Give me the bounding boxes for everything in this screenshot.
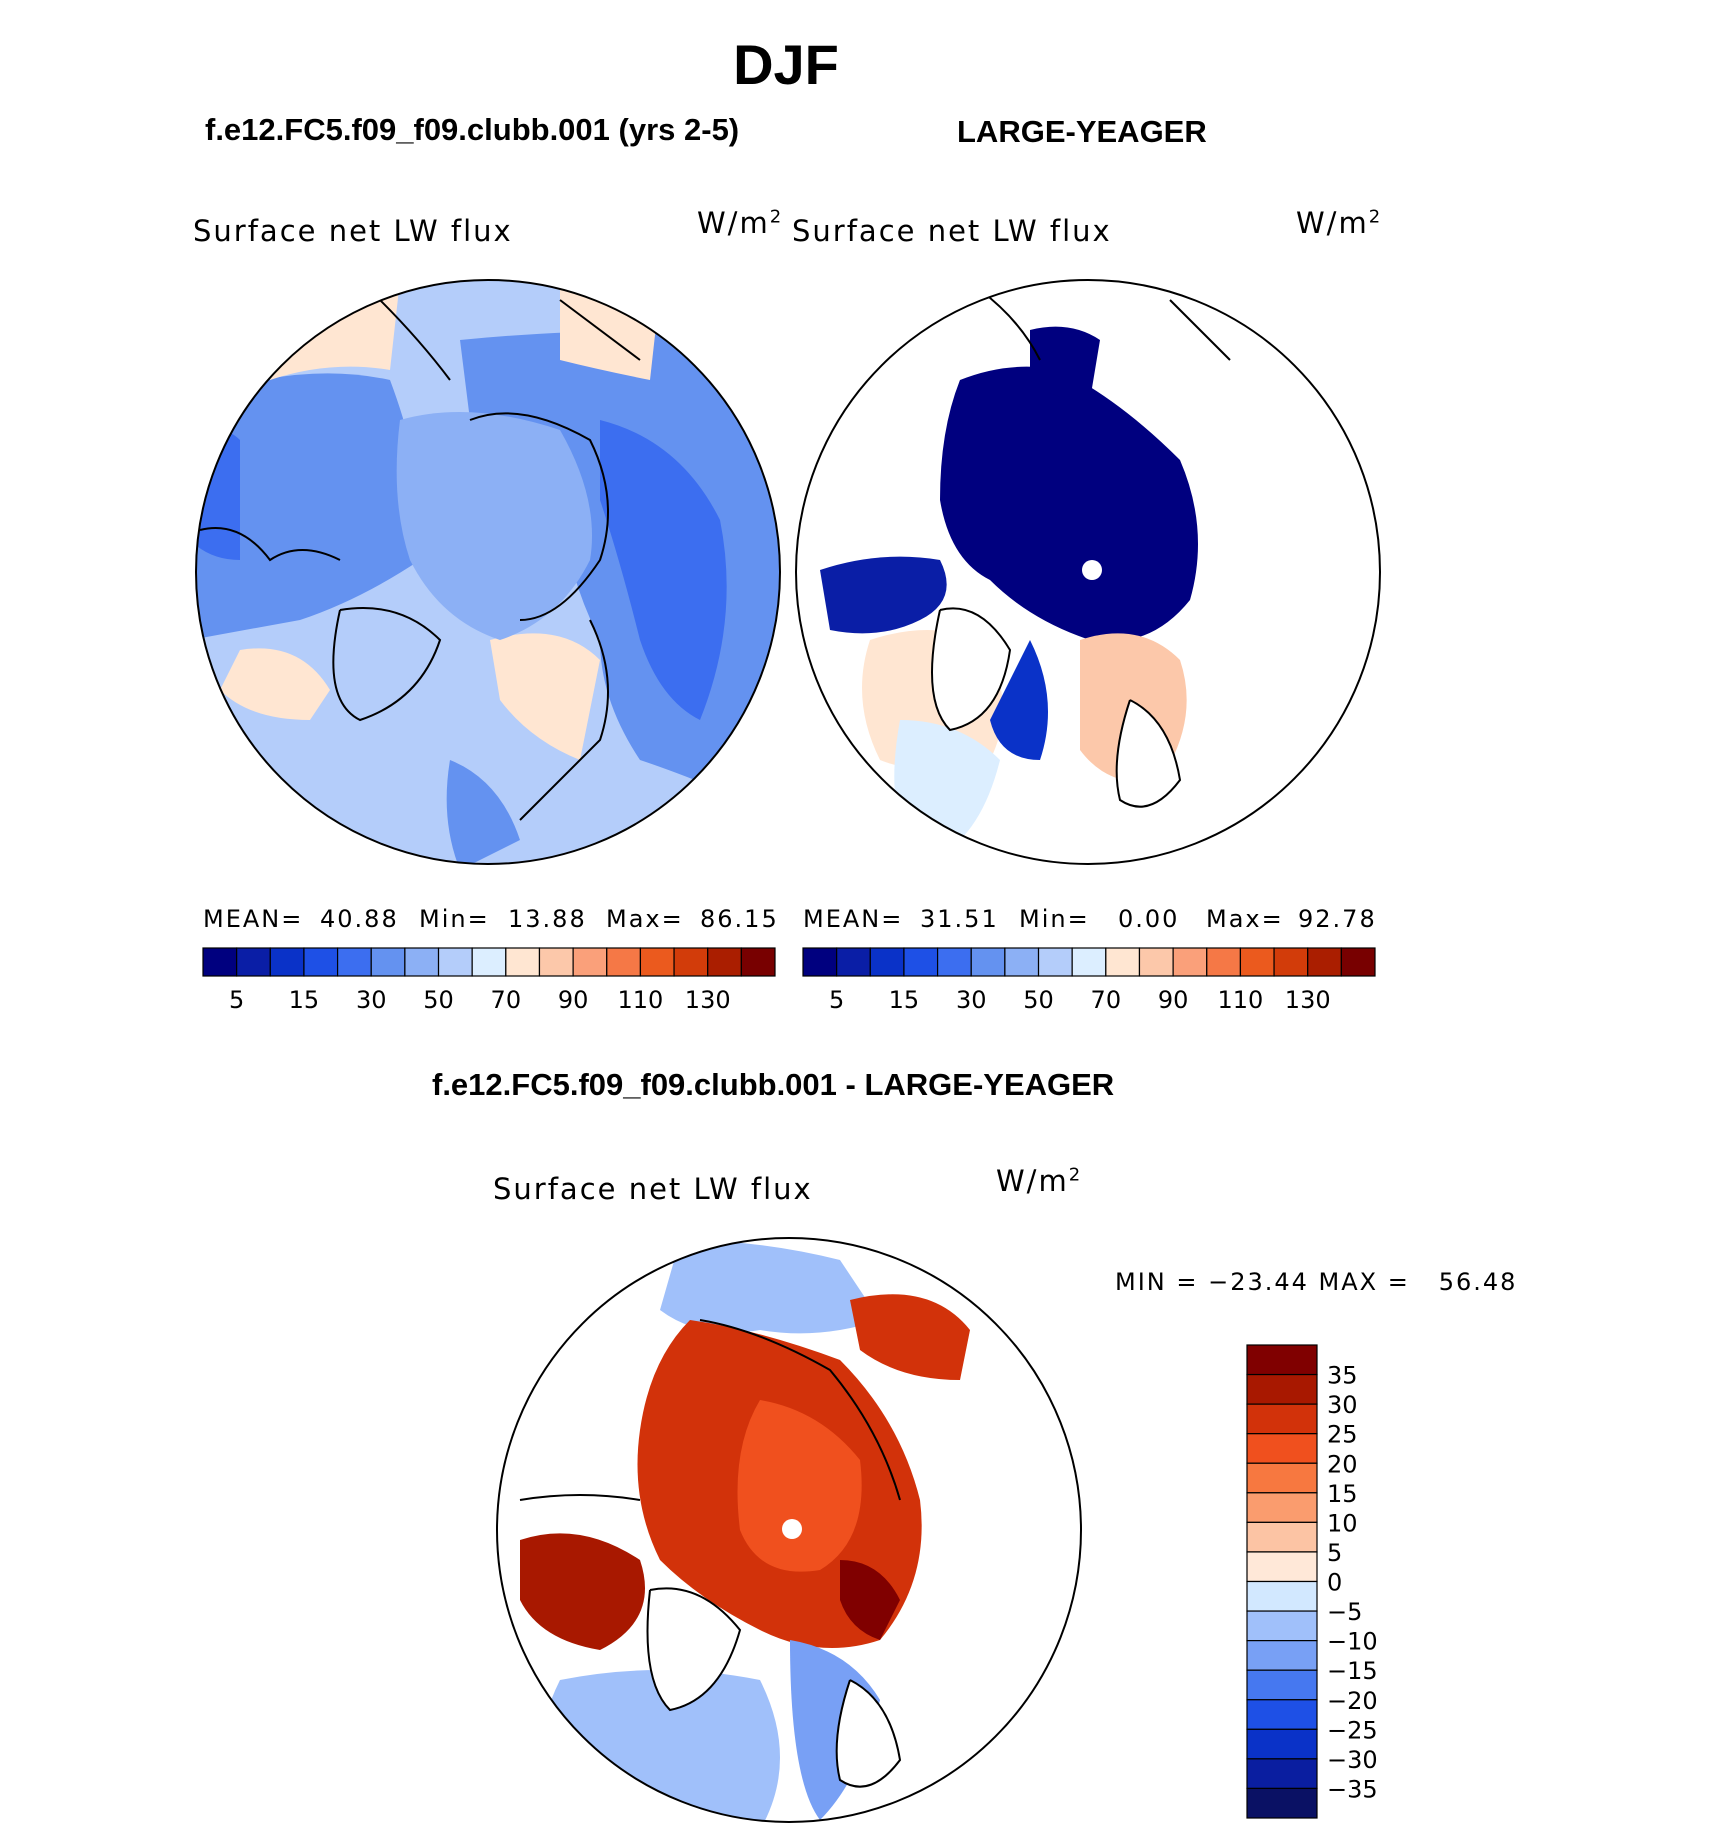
colorbar-tick-label: 110: [1217, 986, 1264, 1014]
colorbar-box: [270, 948, 304, 976]
colorbar-box: [1139, 948, 1173, 976]
colorbar-tick-label: −20: [1327, 1686, 1378, 1715]
case-title-diff: f.e12.FC5.f09_f09.clubb.001 - LARGE-YEAGER: [432, 1067, 1115, 1102]
page-title: DJF: [733, 33, 839, 96]
stat-max-label-left: Max=: [606, 905, 684, 933]
colorbar-tick-label: −35: [1327, 1775, 1378, 1804]
colorbar-tick-label: 0: [1327, 1568, 1343, 1597]
colorbar-box: [1247, 1670, 1317, 1700]
colorbar-tick-label: −15: [1327, 1657, 1378, 1686]
colorbar-tick-label: −30: [1327, 1745, 1378, 1774]
panel-label-right: Surface net LW flux: [792, 214, 1112, 248]
colorbar-box: [1247, 1700, 1317, 1730]
colorbar-box: [1247, 1611, 1317, 1641]
colorbar-box: [1247, 1404, 1317, 1434]
colorbar-tick-label: 30: [355, 986, 387, 1014]
stat-min-right: 0.00: [1118, 905, 1180, 933]
colorbar-box: [304, 948, 338, 976]
colorbar-box: [870, 948, 904, 976]
colorbar-tick-label: −25: [1327, 1716, 1378, 1745]
case-title-left: f.e12.FC5.f09_f09.clubb.001 (yrs 2-5): [205, 112, 740, 147]
colorbar-box: [971, 948, 1005, 976]
colorbar-box: [1247, 1788, 1317, 1818]
stat-max-label-right: Max=: [1206, 905, 1284, 933]
colorbar-tick-label: 30: [1327, 1391, 1358, 1420]
colorbar-tick-label: 10: [1327, 1509, 1358, 1538]
colorbar-box: [1247, 1641, 1317, 1671]
colorbar-box: [1247, 1552, 1317, 1582]
colorbar-box: [708, 948, 742, 976]
colorbar-box: [1247, 1375, 1317, 1405]
stat-minmax-diff: MIN = −23.44 MAX = 56.48: [1115, 1268, 1518, 1296]
colorbar-right: [803, 948, 1375, 1014]
colorbar-tick-label: 30: [955, 986, 987, 1014]
colorbar-box: [1247, 1493, 1317, 1523]
colorbar-box: [573, 948, 607, 976]
colorbar-left: [203, 948, 775, 1014]
colorbar-tick-label: 15: [288, 986, 320, 1014]
colorbar-box: [472, 948, 506, 976]
colorbar-tick-label: 35: [1327, 1361, 1358, 1390]
colorbar-tick-label: 20: [1327, 1450, 1358, 1479]
colorbar-box: [1207, 948, 1241, 976]
colorbar-tick-label: 130: [684, 986, 731, 1014]
stat-min-label-right: Min=: [1019, 905, 1090, 933]
colorbar-box: [1247, 1582, 1317, 1612]
colorbar-tick-label: 5: [829, 986, 845, 1014]
colorbar-tick-label: 90: [557, 986, 589, 1014]
colorbar-box: [1247, 1434, 1317, 1464]
colorbar-box: [1247, 1759, 1317, 1789]
colorbar-box: [1274, 948, 1308, 976]
colorbar-tick-label: 130: [1284, 986, 1331, 1014]
units-right: $W/m^2$: [1296, 206, 1383, 240]
stat-mean-label-left: MEAN=: [203, 905, 304, 933]
colorbar-box: [439, 948, 473, 976]
panel-label-diff: Surface net LW flux: [493, 1172, 813, 1206]
colorbar-tick-label: 70: [1090, 986, 1122, 1014]
units-diff: $W/m^2$: [996, 1164, 1083, 1198]
colorbar-box: [237, 948, 271, 976]
pole-dot-diff: [782, 1519, 802, 1539]
stat-mean-left: 40.88: [320, 905, 399, 933]
colorbar-tick-label: 25: [1327, 1420, 1358, 1449]
panel-label-left: Surface net LW flux: [193, 214, 513, 248]
stat-min-left: 13.88: [508, 905, 587, 933]
colorbar-box: [803, 948, 837, 976]
colorbar-tick-label: 110: [617, 986, 664, 1014]
stat-max-left: 86.15: [700, 905, 779, 933]
colorbar-box: [371, 948, 405, 976]
stat-mean-right: 31.51: [920, 905, 999, 933]
colorbar-box: [1106, 948, 1140, 976]
colorbar-box: [1247, 1522, 1317, 1552]
colorbar-tick-label: 50: [423, 986, 454, 1014]
stat-max-right: 92.78: [1298, 905, 1377, 933]
colorbar-box: [506, 948, 540, 976]
colorbar-tick-label: 5: [1327, 1538, 1343, 1567]
colorbar-tick-label: 15: [1327, 1479, 1358, 1508]
colorbar-tick-label: 5: [229, 986, 245, 1014]
colorbar-box: [405, 948, 439, 976]
stat-min-label-left: Min=: [419, 905, 490, 933]
case-title-right: LARGE-YEAGER: [957, 114, 1207, 149]
colorbar-box: [1240, 948, 1274, 976]
polar-map-left: [190, 275, 790, 875]
colorbar-box: [837, 948, 871, 976]
colorbar-diff: [1247, 1345, 1378, 1818]
colorbar-tick-label: −5: [1327, 1598, 1363, 1627]
colorbar-box: [203, 948, 237, 976]
stat-mean-label-right: MEAN=: [803, 905, 904, 933]
units-left: $W/m^2$: [697, 206, 784, 240]
colorbar-box: [1308, 948, 1342, 976]
colorbar-box: [1247, 1345, 1317, 1375]
colorbar-tick-label: 50: [1023, 986, 1054, 1014]
colorbar-box: [938, 948, 972, 976]
colorbar-box: [1039, 948, 1073, 976]
colorbar-box: [1341, 948, 1375, 976]
colorbar-box: [741, 948, 775, 976]
colorbar-box: [904, 948, 938, 976]
colorbar-tick-label: 15: [888, 986, 920, 1014]
colorbar-box: [674, 948, 708, 976]
colorbar-box: [539, 948, 573, 976]
colorbar-box: [1247, 1463, 1317, 1493]
colorbar-tick-label: 90: [1157, 986, 1189, 1014]
pole-dot-right: [1082, 560, 1102, 580]
colorbar-tick-label: 70: [490, 986, 522, 1014]
colorbar-box: [1005, 948, 1039, 976]
colorbar-box: [338, 948, 372, 976]
colorbar-box: [1173, 948, 1207, 976]
colorbar-box: [1072, 948, 1106, 976]
colorbar-box: [640, 948, 674, 976]
colorbar-tick-label: −10: [1327, 1627, 1378, 1656]
colorbar-box: [607, 948, 641, 976]
colorbar-box: [1247, 1729, 1317, 1759]
